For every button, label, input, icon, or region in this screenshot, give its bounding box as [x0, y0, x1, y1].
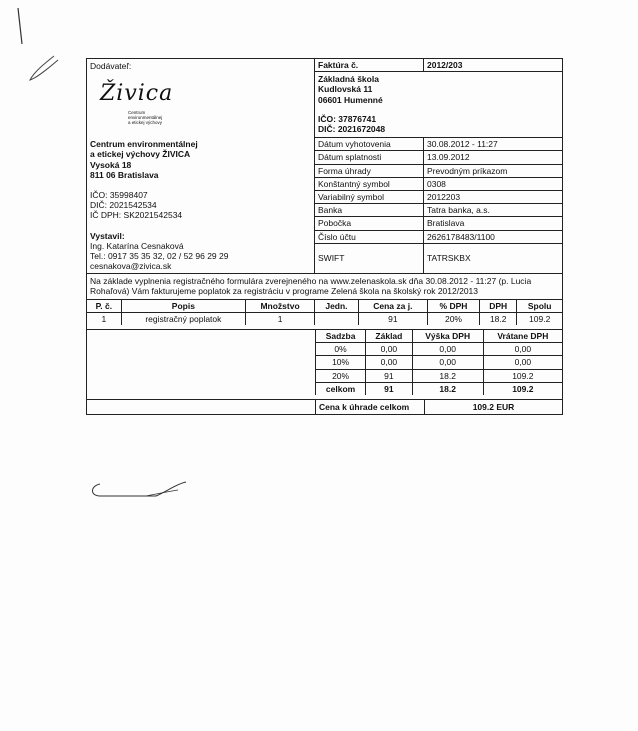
- items-table: [87, 299, 562, 325]
- invoice-info-block: [315, 59, 562, 273]
- table-row: 0% 0,00 0,00 0,00: [316, 343, 562, 356]
- logo-subtitle: Centrum environmentálnej a etickej výchovy: [128, 110, 163, 126]
- items-header-row: P. č. Popis Množstvo Jedn. Cena za j. % DPH DPH Spolu: [87, 299, 562, 312]
- invoice-number: 2012/203: [427, 60, 463, 70]
- supplier-dic: DIČ: 2021542534: [90, 200, 157, 211]
- table-row: 20% 91 18.2 109.2: [316, 369, 562, 382]
- supplier-label: Dodávateľ:: [90, 61, 132, 71]
- detail-row: Variabilný symbol 2012203: [315, 190, 562, 203]
- zivica-logo: [90, 77, 311, 137]
- issued-by-label: Vystavil:: [90, 230, 125, 241]
- customer-block: Základná škola Kudlovská 11 06601 Humenné IČO: 37876741 DIČ: 2021672048: [315, 71, 562, 137]
- detail-row: Číslo účtu 2626178483/1100: [315, 230, 562, 243]
- customer-dic: DIČ: 2021672048: [318, 123, 386, 134]
- detail-row: Forma úhrady Prevodným príkazom: [315, 164, 562, 177]
- detail-row: Dátum vyhotovenia 30.08.2012 - 11:27: [315, 137, 562, 150]
- invoice-number-row: [315, 59, 562, 71]
- detail-row: Konštantný symbol 0308: [315, 177, 562, 190]
- detail-row: Banka Tatra banka, a.s.: [315, 203, 562, 216]
- invoice-number-label: Faktúra č.: [315, 59, 424, 71]
- detail-row-swift: SWIFT TATRSKBX: [315, 243, 562, 274]
- vat-summary-table: [316, 330, 562, 395]
- vat-total-row: celkom 91 18.2 109.2: [316, 382, 562, 395]
- issued-by-phone: Tel.: 0917 35 35 32, 02 / 52 96 29 29: [90, 250, 229, 261]
- vat-summary: [87, 329, 562, 395]
- handwritten-signature: [86, 474, 196, 504]
- supplier-name: Centrum environmentálnej a etickej výchovy ŽIVICA Vysoká 18 811 06 Bratislava: [90, 139, 198, 180]
- table-row: 10% 0,00 0,00 0,00: [316, 356, 562, 369]
- table-row: 1 registračný poplatok 1 91 20% 18.2 109.2: [87, 312, 562, 325]
- total-due-value: 109.2 EUR: [472, 401, 515, 412]
- detail-row: Pobočka Bratislava: [315, 216, 562, 229]
- issued-by-name: Ing. Katarína Cesnaková: [90, 240, 184, 251]
- vat-header-row: Sadzba Základ Výška DPH Vrátane DPH: [316, 330, 562, 343]
- invoice-document: [86, 58, 563, 415]
- total-due-label: Cena k úhrade celkom: [316, 400, 425, 414]
- supplier-ico: IČO: 35998407: [90, 189, 148, 200]
- invoice-header: [87, 59, 562, 273]
- total-due-row: [87, 399, 562, 414]
- detail-row: Dátum splatnosti 13.09.2012: [315, 150, 562, 163]
- supplier-block: [87, 59, 315, 273]
- invoice-note: Na základe vyplnenia registračného formulára zverejneného na www.zelenaskola.sk dňa 30.08.2012 - 11:27 (p. Lucia Rohaľová) Vám fakturujeme poplatok za registráciu v programe Zelená škola na školský rok 2012/2013: [87, 273, 562, 298]
- issued-by-email: cesnakova@zivica.sk: [90, 261, 172, 272]
- customer-ico: IČO: 37876741: [318, 113, 377, 124]
- supplier-icdph: IČ DPH: SK2021542534: [90, 210, 183, 221]
- logo-wordmark: Živica: [100, 81, 174, 107]
- pen-stroke-mark: [14, 6, 64, 86]
